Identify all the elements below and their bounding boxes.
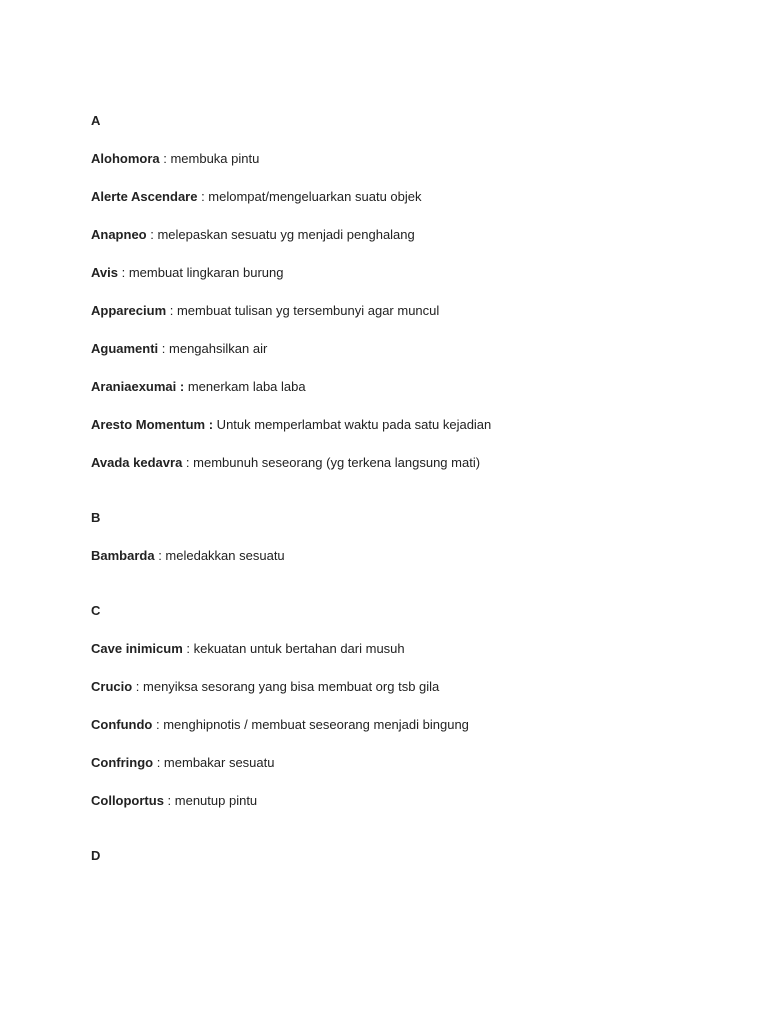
entry-alerte-ascendare — [91, 188, 731, 206]
entry-bambarda — [91, 547, 731, 565]
entry-definition: : melompat/mengeluarkan suatu objek — [197, 189, 422, 204]
entry-apparecium — [91, 302, 731, 320]
entry-definition: : membuat lingkaran burung — [117, 265, 284, 280]
entry-term: Araniaexumai : — [91, 379, 185, 394]
entry-araniaexumai — [91, 378, 731, 396]
entry-definition: : membuka pintu — [159, 151, 260, 166]
section-a — [91, 112, 731, 472]
entry-definition: : membakar sesuatu — [153, 755, 275, 770]
section-letter: C — [91, 603, 101, 618]
entry-definition: : mengahsilkan air — [158, 341, 268, 356]
entry-term: Crucio — [91, 679, 133, 694]
entry-term: Anapneo — [91, 227, 147, 242]
entry-definition: Untuk memperlambat waktu pada satu kejadian — [213, 417, 492, 432]
section-letter: D — [91, 848, 101, 863]
entry-definition: : menutup pintu — [163, 793, 258, 808]
entry-definition: : melepaskan sesuatu yg menjadi penghalang — [146, 227, 415, 242]
entry-cave-inimicum — [91, 640, 731, 658]
section-b — [91, 509, 731, 565]
entry-term: Avada kedavra — [91, 455, 183, 470]
entry-term: Bambarda — [91, 548, 155, 563]
entry-aguamenti — [91, 340, 731, 358]
entry-definition: : menyiksa sesorang yang bisa membuat org tsb gila — [132, 679, 440, 694]
entry-confundo — [91, 716, 731, 734]
entry-anapneo — [91, 226, 731, 244]
entry-term: Alerte Ascendare — [91, 189, 198, 204]
entry-avada-kedavra — [91, 454, 731, 472]
entry-term: Confringo — [91, 755, 154, 770]
entry-definition: menerkam laba laba — [184, 379, 306, 394]
section-letter: B — [91, 510, 101, 525]
entry-definition: : meledakkan sesuatu — [154, 548, 285, 563]
entry-term: Colloportus — [91, 793, 164, 808]
section-letter: A — [91, 113, 101, 128]
entry-term: Aguamenti — [91, 341, 159, 356]
entry-crucio — [91, 678, 731, 696]
entry-colloportus — [91, 792, 731, 810]
entry-term: Apparecium — [91, 303, 167, 318]
section-c — [91, 602, 731, 810]
entry-confringo — [91, 754, 731, 772]
entry-term: Avis — [91, 265, 118, 280]
entry-term: Confundo — [91, 717, 153, 732]
entry-avis — [91, 264, 731, 282]
section-d — [91, 847, 731, 865]
entry-term: Alohomora — [91, 151, 160, 166]
entry-term: Cave inimicum — [91, 641, 183, 656]
entry-definition: : menghipnotis / membuat seseorang menjadi bingung — [152, 717, 469, 732]
entry-definition: : membuat tulisan yg tersembunyi agar muncul — [166, 303, 440, 318]
entry-definition: : kekuatan untuk bertahan dari musuh — [182, 641, 405, 656]
entry-term: Aresto Momentum : — [91, 417, 214, 432]
document-body — [91, 112, 731, 902]
entry-alohomora — [91, 150, 731, 168]
entry-aresto-momentum — [91, 416, 731, 434]
entry-definition: : membunuh seseorang (yg terkena langsung mati) — [182, 455, 481, 470]
